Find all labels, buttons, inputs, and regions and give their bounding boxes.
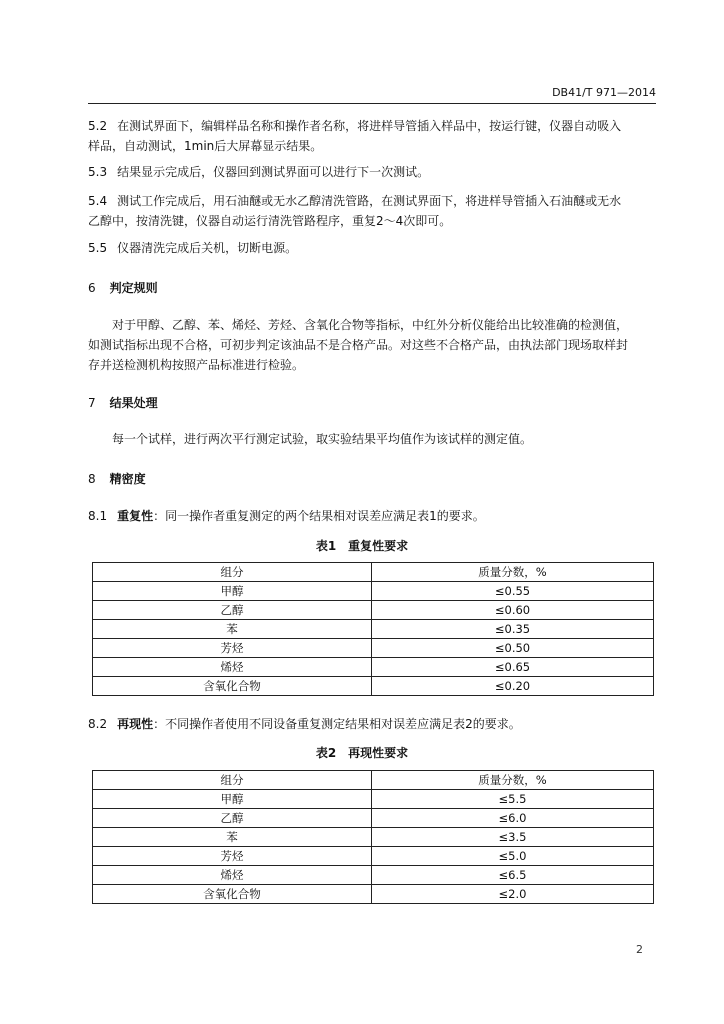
table-row — [93, 885, 654, 904]
clause-number: 5.2 — [88, 119, 108, 133]
table-cell: ≤0.65 — [372, 658, 654, 677]
clause-text-cont: 样品，自动测试，1min后大屏幕显示结果。 — [88, 139, 323, 153]
clause-5-3 — [88, 162, 660, 182]
table-2-caption: 表2 再现性要求 — [315, 746, 409, 760]
table-cell: ≤3.5 — [372, 828, 654, 847]
clause-text: 在测试界面下，编辑样品名称和操作者名称，将进样导管插入样品中，按运行键，仪器自动吸入 — [117, 119, 622, 133]
clause-8-2 — [88, 714, 660, 734]
table-header-row — [93, 563, 654, 582]
table-cell: 苯 — [93, 828, 372, 847]
body-line: 如测试指标出现不合格，可初步判定该油品不是合格产品。对这些不合格产品，由执法部门现场取样封 — [88, 338, 629, 352]
body-line: 存并送检测机构按照产品标准进行检验。 — [88, 358, 305, 372]
column-header: 组分 — [93, 563, 372, 582]
table-cell: 乙醇 — [93, 809, 372, 828]
clause-number: 5.3 — [88, 165, 108, 179]
clause-text: 测试工作完成后，用石油醚或无水乙醇清洗管路，在测试界面下，将进样导管插入石油醚或无水 — [117, 194, 622, 208]
clause-text-cont: 乙醇中，按清洗键，仪器自动运行清洗管路程序，重复2～4次即可。 — [88, 214, 452, 228]
standard-code: DB41/T 971—2014 — [552, 86, 656, 99]
column-header: 质量分数，% — [372, 563, 654, 582]
section-7-body: 每一个试样，进行两次平行测定试验，取实验结果平均值作为该试样的测定值。 — [112, 432, 533, 446]
table-row — [93, 847, 654, 866]
table-1-caption: 表1 重复性要求 — [315, 539, 409, 553]
table-cell: ≤2.0 — [372, 885, 654, 904]
table-cell: ≤5.5 — [372, 790, 654, 809]
section-7-heading — [88, 394, 158, 411]
clause-number: 8.1 — [88, 509, 108, 523]
table-cell: 烯烃 — [93, 658, 372, 677]
clause-number: 5.4 — [88, 194, 108, 208]
body-line: 对于甲醇、乙醇、苯、烯烃、芳烃、含氧化合物等指标，中红外分析仪能给出比较准确的检测值， — [112, 318, 629, 332]
table-row — [93, 639, 654, 658]
table-cell: ≤0.55 — [372, 582, 654, 601]
table-row — [93, 582, 654, 601]
section-title: 精密度 — [109, 472, 146, 486]
table-cell: 甲醇 — [93, 790, 372, 809]
clause-number: 8.2 — [88, 717, 108, 731]
section-8-heading — [88, 470, 146, 487]
section-number: 7 — [88, 396, 96, 410]
clause-text: ：不同操作者使用不同设备重复测定结果相对误差应满足表2的要求。 — [153, 717, 521, 731]
section-title: 判定规则 — [109, 281, 158, 295]
section-6-heading — [88, 279, 158, 296]
table-cell: ≤0.35 — [372, 620, 654, 639]
clause-text: ：同一操作者重复测定的两个结果相对误差应满足表1的要求。 — [153, 509, 485, 523]
clause-8-1 — [88, 506, 660, 526]
section-6-body — [88, 315, 660, 375]
table-row — [93, 601, 654, 620]
table-row — [93, 828, 654, 847]
table-cell: 烯烃 — [93, 866, 372, 885]
clause-number: 5.5 — [88, 241, 108, 255]
table-row — [93, 866, 654, 885]
header-divider — [88, 103, 656, 104]
table-cell: ≤6.0 — [372, 809, 654, 828]
column-header: 组分 — [93, 771, 372, 790]
table-cell: 苯 — [93, 620, 372, 639]
table-1 — [92, 562, 654, 696]
column-header: 质量分数，% — [372, 771, 654, 790]
table-row — [93, 677, 654, 696]
table-cell: 含氧化合物 — [93, 885, 372, 904]
table-cell: 芳烃 — [93, 847, 372, 866]
clause-5-5 — [88, 238, 660, 258]
table-cell: 乙醇 — [93, 601, 372, 620]
table-cell: 芳烃 — [93, 639, 372, 658]
table-cell: ≤0.60 — [372, 601, 654, 620]
table-row — [93, 790, 654, 809]
clause-5-4 — [88, 191, 660, 231]
clause-text: 仪器清洗完成后关机，切断电源。 — [117, 241, 298, 255]
table-cell: ≤0.50 — [372, 639, 654, 658]
table-cell: 含氧化合物 — [93, 677, 372, 696]
page-number: 2 — [636, 943, 643, 956]
table-2 — [92, 770, 654, 904]
section-number: 8 — [88, 472, 96, 486]
clause-5-2 — [88, 116, 660, 156]
table-cell: ≤6.5 — [372, 866, 654, 885]
section-title: 结果处理 — [109, 396, 158, 410]
table-cell: ≤0.20 — [372, 677, 654, 696]
table-row — [93, 658, 654, 677]
table-cell: ≤5.0 — [372, 847, 654, 866]
section-number: 6 — [88, 281, 96, 295]
clause-text: 结果显示完成后，仪器回到测试界面可以进行下一次测试。 — [117, 165, 430, 179]
clause-term: 重复性 — [117, 509, 154, 523]
table-header-row — [93, 771, 654, 790]
clause-term: 再现性 — [117, 717, 154, 731]
table-cell: 甲醇 — [93, 582, 372, 601]
table-row — [93, 620, 654, 639]
table-row — [93, 809, 654, 828]
